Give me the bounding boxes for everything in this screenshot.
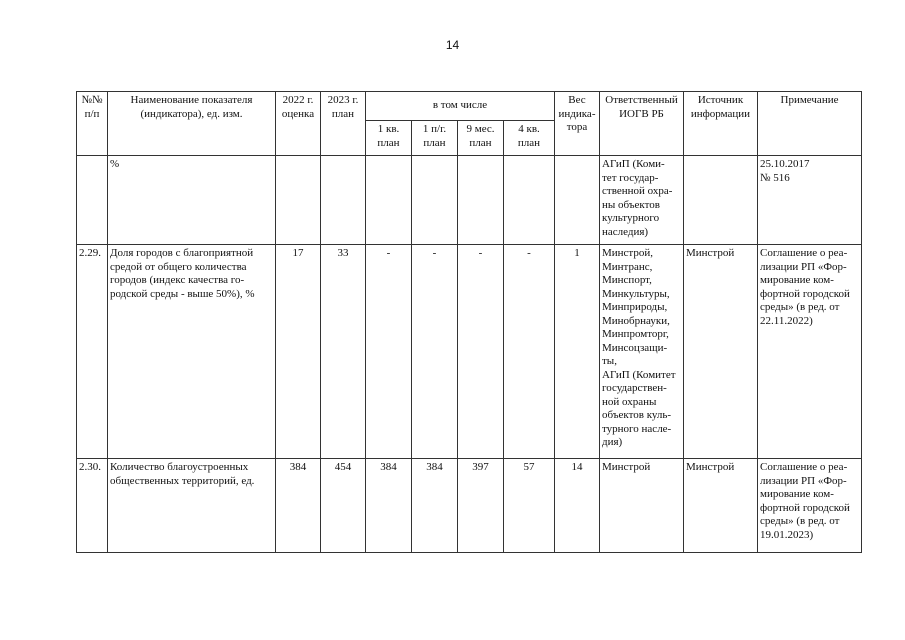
row-weight [555,156,600,245]
row-q4: - [504,245,555,459]
indicators-table [76,91,862,553]
header-9m: 9 мес. план [458,121,504,156]
row-name: % [108,156,276,245]
header-source: Источник информации [684,92,758,156]
row-responsible: Минстрой, Минтранс, Минспорт, Минкультуры, Минприроды, Минобрнауки, Минпромторг, Минсоцзащи- ты, АГиП (Комитет государствен- ной охраны объектов куль- турного насле- дия) [600,245,684,459]
row-num [77,156,108,245]
row-note: Соглашение о реа- лизации РП «Фор- мирование ком- фортной городской среды» (в ред. от 22.11.2022) [758,245,862,459]
row-source [684,156,758,245]
row-9m: - [458,245,504,459]
row-source: Минстрой [684,459,758,553]
header-weight: Вес индика- тора [555,92,600,156]
row-weight: 1 [555,245,600,459]
row-2022: 17 [276,245,321,459]
row-h1: 384 [412,459,458,553]
header-h1: 1 п/г. план [412,121,458,156]
row-q4 [504,156,555,245]
row-responsible: Минстрой [600,459,684,553]
row-9m [458,156,504,245]
row-q4: 57 [504,459,555,553]
row-num: 2.30. [77,459,108,553]
header-q4: 4 кв. план [504,121,555,156]
row-weight: 14 [555,459,600,553]
row-2022 [276,156,321,245]
row-h1: - [412,245,458,459]
header-num: №№ п/п [77,92,108,156]
header-name: Наименование показателя (индикатора), ед. изм. [108,92,276,156]
row-h1 [412,156,458,245]
row-num: 2.29. [77,245,108,459]
row-name: Количество благоустроенных общественных территорий, ед. [108,459,276,553]
page-number: 14 [445,38,460,52]
header-note: Примечание [758,92,862,156]
row-note: 25.10.2017 № 516 [758,156,862,245]
header-2023: 2023 г. план [321,92,366,156]
header-including: в том числе [366,92,555,121]
header-q1: 1 кв. план [366,121,412,156]
row-2023 [321,156,366,245]
table-row [77,156,862,245]
row-2023: 33 [321,245,366,459]
row-2022: 384 [276,459,321,553]
row-q1: 384 [366,459,412,553]
row-responsible: АГиП (Коми- тет государ- ственной охра- ны объектов культурного наследия) [600,156,684,245]
row-9m: 397 [458,459,504,553]
header-row-top [77,92,862,121]
row-name: Доля городов с благоприятной средой от общего количества городов (индекс качества го- родской среды - выше 50%), % [108,245,276,459]
header-2022: 2022 г. оценка [276,92,321,156]
row-q1: - [366,245,412,459]
table-row [77,459,862,553]
row-note: Соглашение о реа- лизации РП «Фор- мирование ком- фортной городской среды» (в ред. от 19.01.2023) [758,459,862,553]
row-q1 [366,156,412,245]
header-responsible: Ответственный ИОГВ РБ [600,92,684,156]
table-row [77,245,862,459]
row-source: Минстрой [684,245,758,459]
row-2023: 454 [321,459,366,553]
